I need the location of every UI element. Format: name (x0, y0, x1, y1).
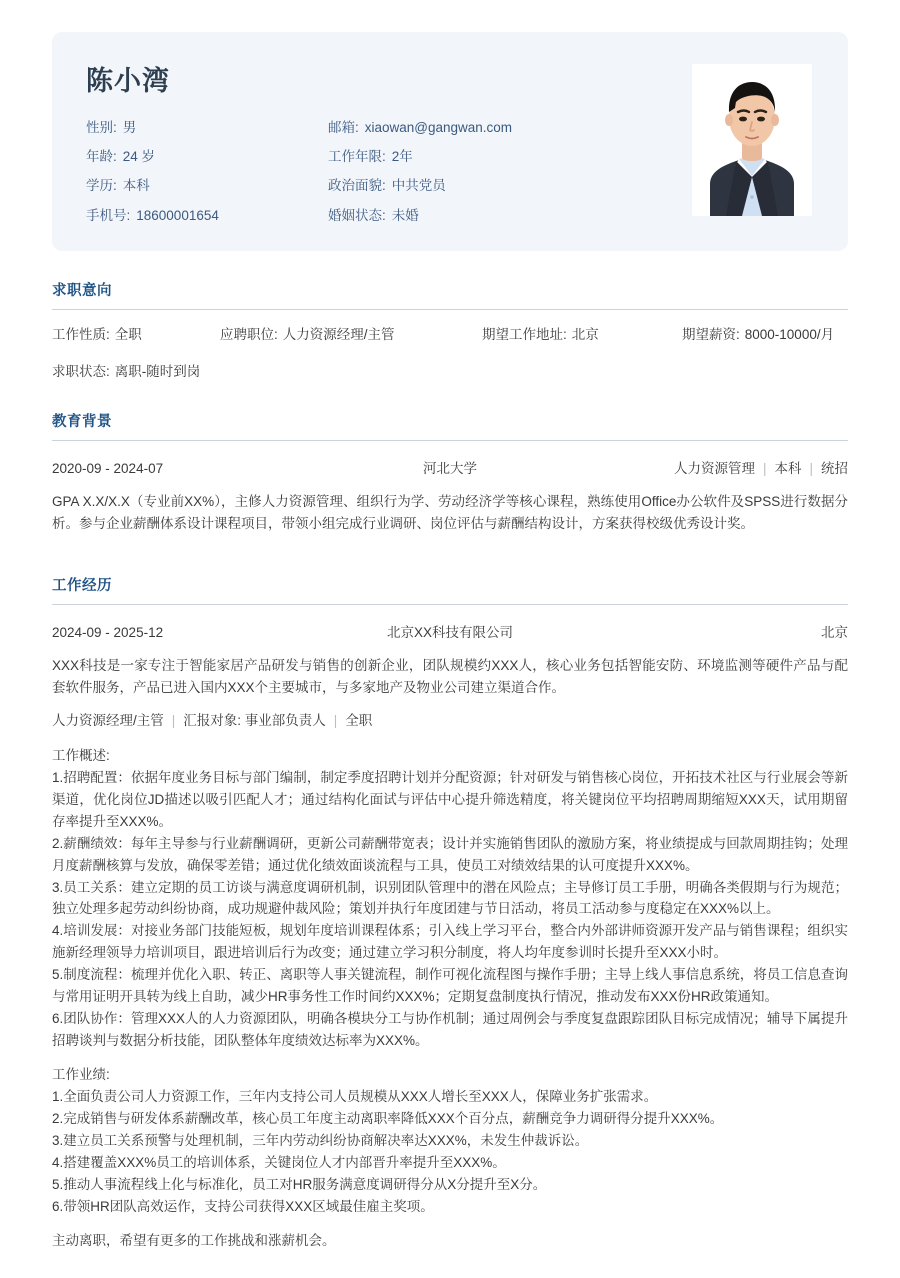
work-company-name: 北京XX科技有限公司 (386, 625, 513, 641)
info-value-education: 本科 (122, 178, 150, 194)
work-overview-item: 1.招聘配置：依据年度业务目标与部门编制，制定季度招聘计划并分配资源；针对研发与销售核心岗位，开拓技术社区与行业展会等新渠道，优化岗位JD描述以吸引匹配人才；通过结构化面试与评估中心提升筛选精度，将关键岗位平均招聘周期缩短XXX天，试用期留存率提升至XXX%。 (52, 770, 848, 829)
intent-item-salary (682, 326, 834, 345)
intent-value-position: 人力资源经理/主管 (282, 326, 395, 342)
info-item-political (328, 177, 692, 195)
work-achievement-item: 6.带领HR团队高效运作，支持公司获得XXX区域最佳雇主奖项。 (52, 1198, 434, 1214)
info-label-marital: 婚姻状态: (328, 207, 386, 223)
education-date-range: 2020-09 - 2024-07 (52, 460, 164, 476)
section-title-job-intent: 求职意向 (52, 282, 112, 299)
education-entry-header (52, 457, 848, 477)
work-closing-note: 主动离职，希望有更多的工作挑战和涨薪机会。 (52, 1233, 336, 1249)
section-education (52, 382, 848, 535)
intent-value-location: 北京 (571, 326, 599, 342)
intent-item-job-nature (52, 326, 220, 345)
profile-header-card (52, 32, 848, 251)
work-job-type: 全职 (345, 713, 373, 729)
info-label-age: 年龄: (86, 149, 117, 165)
work-overview-item: 6.团队协作：管理XXX人的人力资源团队，明确各模块分工与协作机制；通过周例会与季度复盘跟踪团队目标完成情况；辅导下属提升招聘谈判与数据分析技能，团队整体年度绩效达标率为XXX%。 (52, 1010, 848, 1048)
divider-glyph: | (809, 460, 813, 476)
info-item-marital (328, 207, 692, 225)
work-achievement-item: 5.推动人事流程线上化与标准化，员工对HR服务满意度调研得分从X分提升至X分。 (52, 1176, 547, 1192)
work-overview-item: 2.薪酬绩效：每年主导参与行业薪酬调研，更新公司薪酬带宽表；设计并实施销售团队的激励方案，将业绩提成与回款周期挂钩；处理月度薪酬核算与发放，确保零差错；通过优化绩效面谈流程与工具，使员工对绩效结果的认可度提升XXX%。 (52, 835, 848, 873)
work-achievement-label: 工作业绩: (52, 1067, 110, 1083)
info-label-work-years: 工作年限: (328, 149, 386, 165)
work-company-intro: XXX科技是一家专注于智能家居产品研发与销售的创新企业，团队规模约XXX人，核心业务包括智能安防、环境监测等硬件产品与配套软件服务，产品已进入国内XXX个主要城市，与多家地产及物业公司建立渠道合作。 (52, 658, 848, 696)
info-label-email: 邮箱: (328, 120, 359, 136)
section-divider-job-intent (52, 309, 848, 310)
education-major: 人力资源管理 (673, 460, 755, 476)
info-value-work-years: 2年 (391, 149, 413, 165)
intent-value-status: 离职-随时到岗 (114, 363, 201, 379)
work-date-range: 2024-09 - 2025-12 (52, 625, 164, 641)
work-position-title: 人力资源经理/主管 (52, 713, 164, 729)
section-job-intent (52, 251, 848, 382)
intent-item-position (220, 326, 482, 345)
education-meta (548, 457, 848, 477)
intent-label-status: 求职状态: (52, 363, 110, 379)
divider-glyph: | (762, 460, 767, 476)
work-overview-item: 3.员工关系：建立定期的员工访谈与满意度调研机制，识别团队管理中的潜在风险点；主导修订员工手册，明确各类假期与行为规范；独立处理多起劳动纠纷协商，成功规避仲裁风险；策划并执行年度团建与节日活动，将员工活动参与度稳定在XXX%以上。 (52, 879, 848, 917)
intent-label-location: 期望工作地址: (482, 326, 567, 342)
work-overview-label: 工作概述: (52, 748, 110, 764)
info-value-email: xiaowan@gangwan.com (364, 120, 513, 136)
portrait-photo-icon (692, 64, 812, 216)
intent-label-position: 应聘职位: (220, 326, 278, 342)
info-item-phone (86, 207, 328, 225)
info-label-education: 学历: (86, 178, 117, 194)
profile-info-block (86, 62, 692, 225)
info-value-marital: 未婚 (391, 207, 419, 223)
section-divider-work-experience (52, 604, 848, 605)
profile-info-grid (86, 119, 692, 225)
work-overview-item: 4.培训发展：对接业务部门技能短板，规划年度培训课程体系；引入线上学习平台，整合内外部讲师资源开发产品与销售课程；组织实施新经理领导力培训项目，跟进培训后行为改变；通过建立学习积分制度，将人均年度参训时长提升至XXX小时。 (52, 923, 848, 961)
intent-label-job-nature: 工作性质: (52, 326, 110, 342)
education-degree: 本科 (774, 460, 802, 476)
divider-glyph: | (171, 713, 176, 729)
intent-item-status (52, 363, 220, 382)
section-title-education: 教育背景 (52, 413, 112, 430)
work-entry-header (52, 621, 848, 641)
info-value-gender: 男 (122, 120, 137, 136)
spacer (52, 1051, 848, 1064)
info-item-work-years (328, 148, 692, 166)
divider-glyph: | (333, 713, 338, 729)
job-intent-row-2 (52, 363, 848, 382)
info-item-email (328, 119, 692, 137)
work-achievement-item: 3.建立员工关系预警与处理机制，三年内劳动纠纷协商解决率达XXX%，未发生仲裁诉讼。 (52, 1133, 589, 1148)
work-location: 北京 (821, 625, 848, 641)
intent-value-salary: 8000-10000/月 (744, 326, 835, 342)
intent-item-location (482, 326, 682, 345)
info-value-political: 中共党员 (391, 178, 446, 194)
section-divider-education (52, 440, 848, 441)
candidate-photo (692, 64, 812, 216)
info-item-age (86, 148, 328, 166)
info-value-age: 24 岁 (122, 149, 156, 165)
section-work-experience (52, 546, 848, 1278)
info-label-phone: 手机号: (86, 207, 131, 223)
info-label-gender: 性别: (86, 120, 117, 136)
work-achievement-item: 4.搭建覆盖XXX%员工的培训体系，关键岗位人才内部晋升率提升至XXX%。 (52, 1154, 506, 1170)
education-description: GPA X.X/X.X（专业前XX%），主修人力资源管理、组织行为学、劳动经济学等核心课程，熟练使用Office办公软件及SPSS进行数据分析。参与企业薪酬体系设计课程项目，带领小组完成行业调研、岗位评估与薪酬结构设计，方案获得校级优秀设计奖。 (52, 493, 848, 531)
work-overview-item: 5.制度流程：梳理并优化入职、转正、离职等人事关键流程，制作可视化流程图与操作手册；主导上线人事信息系统，将员工信息查询与常用证明开具转为线上自助，减少HR事务性工作时间约XXX%；定期复盘制度执行情况，推动发布XXX份HR政策通知。 (52, 966, 848, 1004)
section-title-work-experience: 工作经历 (52, 578, 112, 595)
intent-value-job-nature: 全职 (114, 326, 142, 342)
info-label-political: 政治面貌: (328, 178, 386, 194)
job-intent-row-1 (52, 326, 848, 345)
work-report-to: 汇报对象: 事业部负责人 (183, 713, 326, 729)
education-admission-type: 统招 (821, 460, 848, 476)
info-value-phone: 18600001654 (136, 207, 219, 223)
work-achievement-item: 2.完成销售与研发体系薪酬改革，核心员工年度主动离职率降低XXX个百分点，薪酬竞争力调研得分提升XXX%。 (52, 1111, 724, 1127)
intent-label-salary: 期望薪资: (682, 326, 740, 342)
info-item-education (86, 177, 328, 195)
education-school-name: 河北大学 (423, 460, 477, 476)
info-item-gender (86, 119, 328, 137)
candidate-name: 陈小湾 (86, 66, 170, 96)
work-position-meta (52, 711, 848, 731)
spacer (52, 1217, 848, 1230)
work-achievement-item: 1.全面负责公司人力资源工作，三年内支持公司人员规模从XXX人增长至XXX人，保障业务扩张需求。 (52, 1089, 658, 1105)
